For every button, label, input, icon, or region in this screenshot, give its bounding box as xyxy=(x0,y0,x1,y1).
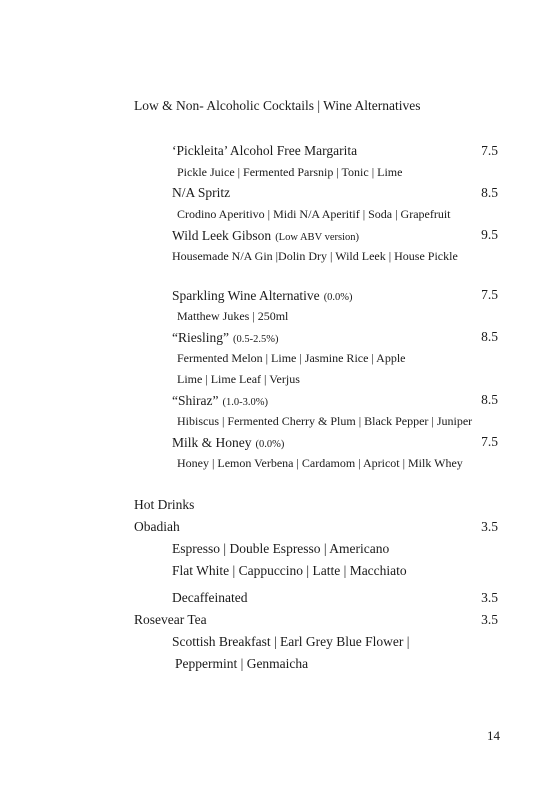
item-shiraz xyxy=(172,392,268,410)
item-price-milk-honey: 7.5 xyxy=(481,434,498,449)
item-desc-shiraz: Hibiscus | Fermented Cherry & Plum | Black Pepper | Juniper xyxy=(177,414,473,428)
item-milk-honey xyxy=(172,434,284,452)
section-heading-cocktails: Low & Non- Alcoholic Cocktails | Wine Alternatives xyxy=(134,98,421,113)
item-wild-leek-gibson xyxy=(172,227,359,245)
item-price-sparkling: 7.5 xyxy=(481,287,498,302)
item-price-decaf: 3.5 xyxy=(481,590,498,605)
item-name-decaf: Decaffeinated xyxy=(172,590,248,605)
item-desc-sparkling: Matthew Jukes | 250ml xyxy=(177,309,289,323)
item-desc-milk-honey: Honey | Lemon Verbena | Cardamom | Apricot | Milk Whey xyxy=(177,456,463,470)
item-note-riesling: (0.5-2.5%) xyxy=(233,334,279,345)
item-desc-wild-leek-gibson: Housemade N/A Gin |Dolin Dry | Wild Leek | House Pickle xyxy=(172,249,458,263)
item-name-rosevear-tea: Rosevear Tea xyxy=(134,612,207,627)
item-price-obadiah: 3.5 xyxy=(481,519,498,534)
item-note-milk-honey: (0.0%) xyxy=(255,439,285,450)
page-number: 14 xyxy=(487,728,500,743)
item-price-riesling: 8.5 xyxy=(481,329,498,344)
item-price-na-spritz: 8.5 xyxy=(481,185,498,200)
item-note-shiraz: (1.0-3.0%) xyxy=(222,397,268,408)
item-name-milk-honey: Milk & Honey xyxy=(172,435,252,450)
item-name-obadiah: Obadiah xyxy=(134,519,180,534)
item-riesling xyxy=(172,329,279,347)
obadiah-line-1: Espresso | Double Espresso | Americano xyxy=(172,541,390,556)
item-desc-na-spritz: Crodino Aperitivo | Midi N/A Aperitif | Soda | Grapefruit xyxy=(177,207,451,221)
item-price-shiraz: 8.5 xyxy=(481,392,498,407)
item-price-pickleita: 7.5 xyxy=(481,143,498,158)
item-desc-pickleita: Pickle Juice | Fermented Parsnip | Tonic | Lime xyxy=(177,165,403,179)
item-note-sparkling: (0.0%) xyxy=(323,292,353,303)
item-name-sparkling: Sparkling Wine Alternative xyxy=(172,288,320,303)
item-name-pickleita: ‘Pickleita’ Alcohol Free Margarita xyxy=(172,143,358,158)
item-price-wild-leek-gibson: 9.5 xyxy=(481,227,498,242)
item-desc2-riesling: Lime | Lime Leaf | Verjus xyxy=(177,372,300,386)
item-sparkling xyxy=(172,287,353,305)
item-name-wild-leek-gibson: Wild Leek Gibson xyxy=(172,228,272,243)
tea-line-1: Scottish Breakfast | Earl Grey Blue Flower | xyxy=(172,634,410,649)
item-price-rosevear-tea: 3.5 xyxy=(481,612,498,627)
item-note-wild-leek-gibson: (Low ABV version) xyxy=(275,232,359,243)
tea-line-2: Peppermint | Genmaicha xyxy=(175,656,309,671)
item-desc-riesling: Fermented Melon | Lime | Jasmine Rice | Apple xyxy=(177,351,406,365)
item-name-shiraz: “Shiraz” xyxy=(172,393,219,408)
item-name-riesling: “Riesling” xyxy=(172,330,229,345)
item-name-na-spritz: N/A Spritz xyxy=(172,185,231,200)
section-heading-hot-drinks: Hot Drinks xyxy=(134,497,195,512)
obadiah-line-2: Flat White | Cappuccino | Latte | Macchiato xyxy=(172,563,407,578)
